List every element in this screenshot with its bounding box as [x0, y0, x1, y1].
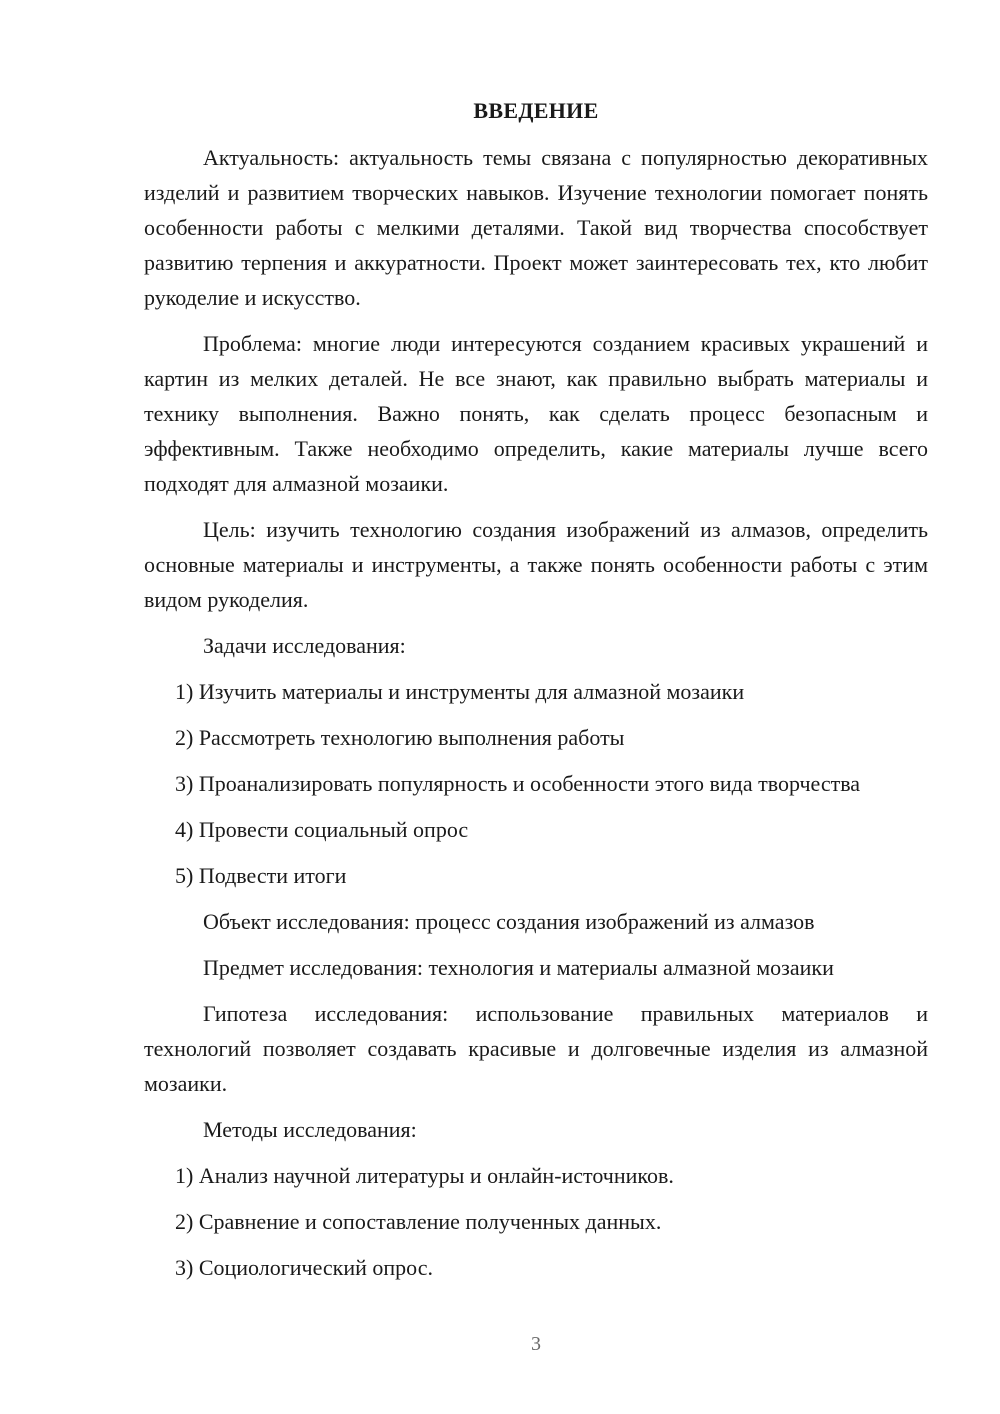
hypothesis-paragraph: Гипотеза исследования: использование правильных материалов и технологий позволяет создавать красивые и долговечные изделия из алмазной мозаики. [144, 1001, 928, 1096]
method-item: 2) Сравнение и сопоставление полученных данных. [175, 1209, 662, 1234]
research-object: Объект исследования: процесс создания изображений из алмазов [203, 909, 815, 934]
research-subject: Предмет исследования: технология и материалы алмазной мозаики [203, 955, 834, 980]
methods-heading: Методы исследования: [203, 1117, 417, 1142]
task-item: 2) Рассмотреть технологию выполнения работы [175, 725, 625, 750]
problem-paragraph: Проблема: многие люди интересуются созданием красивых украшений и картин из мелких деталей. Не все знают, как правильно выбрать материалы и технику выполнения. Важно понять, как сделать процесс безопасным и эффективным. Также необходимо определить, какие материалы лучше всего подходят для алмазной мозаики. [144, 331, 928, 496]
goal-paragraph: Цель: изучить технологию создания изображений из алмазов, определить основные материалы и инструменты, а также понять особенности работы с этим видом рукоделия. [144, 517, 928, 612]
page-number: 3 [531, 1333, 541, 1355]
task-item: 4) Провести социальный опрос [175, 817, 469, 842]
task-item: 1) Изучить материалы и инструменты для алмазной мозаики [175, 679, 745, 704]
task-item: 5) Подвести итоги [175, 863, 347, 888]
tasks-heading: Задачи исследования: [203, 633, 406, 658]
task-item: 3) Проанализировать популярность и особенности этого вида творчества [175, 771, 861, 796]
actuality-paragraph: Актуальность: актуальность темы связана с популярностью декоративных изделий и развитием творческих навыков. Изучение технологии помогает понять особенности работы с мелкими деталями. Такой вид творчества способствует развитию терпения и аккуратности. Проект может заинтересовать тех, кто любит рукоделие и искусство. [144, 145, 928, 310]
method-item: 1) Анализ научной литературы и онлайн-источников. [175, 1163, 674, 1188]
method-item: 3) Социологический опрос. [175, 1255, 433, 1280]
document-page [144, 96, 928, 1296]
section-title: ВВЕДЕНИЕ [473, 98, 599, 123]
